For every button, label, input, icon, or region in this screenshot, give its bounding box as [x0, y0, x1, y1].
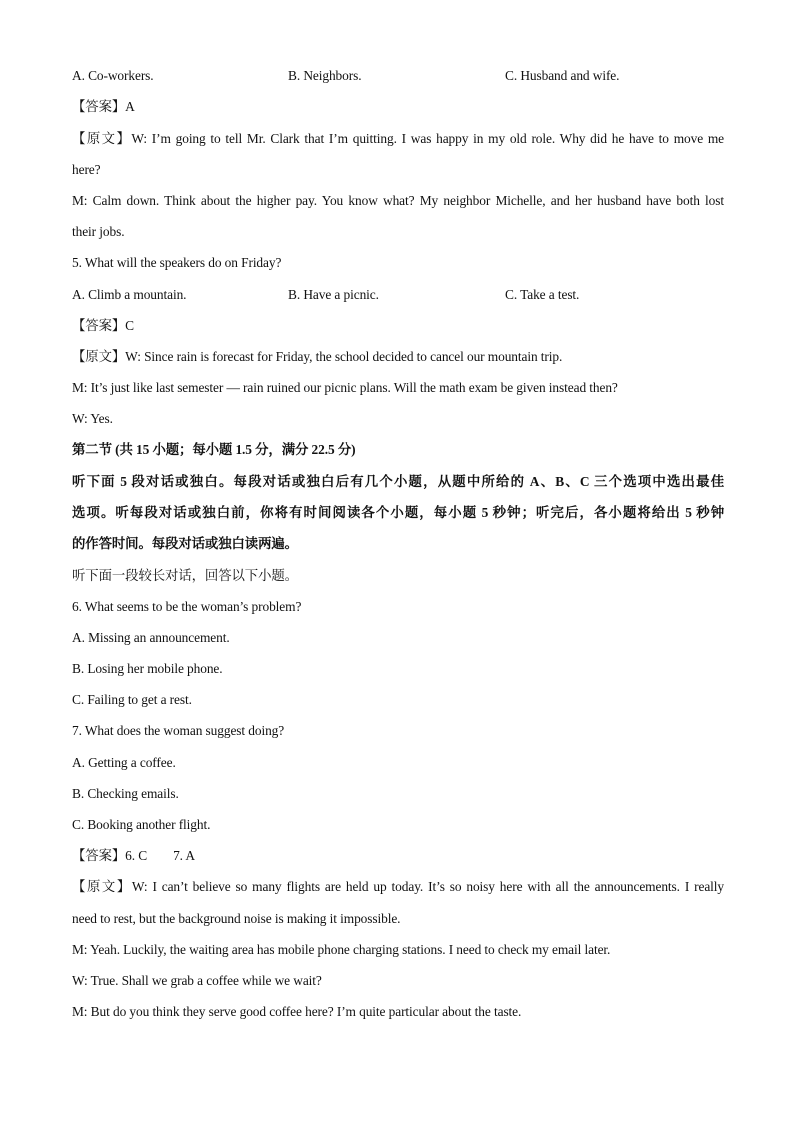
section-instruction-line-1: 听下面 5 段对话或独白。每段对话或独白后有几个小题，从题中所给的 A、B、C 三个选项中选出最佳	[72, 474, 724, 489]
q5-transcript-line-1: 【原文】W: Since rain is forecast for Friday, the school decided to cancel our mountain trip.	[72, 349, 563, 364]
section-instruction-line-2: 选项。听每段对话或独白前，你将有时间阅读各个小题，每小题 5 秒钟；听完后，各小题将给出 5 秒钟	[72, 505, 724, 520]
q6-7-transcript-line-3: M: Yeah. Luckily, the waiting area has mobile phone charging stations. I need to check my email later.	[72, 942, 611, 957]
q6-7-transcript-line-5: M: But do you think they serve good coffee here? I’m quite particular about the taste.	[72, 1004, 522, 1019]
q4-transcript-line-3: M: Calm down. Think about the higher pay. You know what? My neighbor Michelle, and her husband have both lost	[72, 193, 724, 208]
q5-transcript-line-3: W: Yes.	[72, 411, 113, 426]
q6-question: 6. What seems to be the woman’s problem?	[72, 599, 302, 614]
q4-option-a: A. Co-workers.	[72, 68, 154, 83]
q7-option-b: B. Checking emails.	[72, 786, 179, 801]
q5-answer: 【答案】C	[72, 318, 134, 333]
q7-option-c: C. Booking another flight.	[72, 817, 211, 832]
q5-option-c: C. Take a test.	[505, 287, 580, 302]
q5-option-a: A. Climb a mountain.	[72, 287, 187, 302]
q6-7-answer: 【答案】6. C 7. A	[72, 848, 195, 863]
q5-question: 5. What will the speakers do on Friday?	[72, 255, 282, 270]
dialogue-intro: 听下面一段较长对话，回答以下小题。	[72, 568, 298, 583]
q6-option-b: B. Losing her mobile phone.	[72, 661, 223, 676]
q6-option-c: C. Failing to get a rest.	[72, 692, 192, 707]
q5-option-b: B. Have a picnic.	[288, 287, 379, 302]
q4-transcript-line-2: here?	[72, 162, 101, 177]
q4-option-b: B. Neighbors.	[288, 68, 362, 83]
section-heading: 第二节 (共 15 小题；每小题 1.5 分，满分 22.5 分)	[72, 442, 356, 457]
q4-transcript-line-1: 【原文】W: I’m going to tell Mr. Clark that I’m quitting. I was happy in my old role. Why did he have to move me	[72, 131, 724, 146]
q6-option-a: A. Missing an announcement.	[72, 630, 230, 645]
q5-transcript-line-2: M: It’s just like last semester — rain ruined our picnic plans. Will the math exam be given instead then?	[72, 380, 618, 395]
q6-7-transcript-line-1: 【原文】W: I can’t believe so many flights are held up today. It’s so noisy here with all the announcements. I really	[72, 879, 724, 894]
q4-answer: 【答案】A	[72, 99, 135, 114]
q6-7-transcript-line-4: W: True. Shall we grab a coffee while we wait?	[72, 973, 322, 988]
q7-option-a: A. Getting a coffee.	[72, 755, 176, 770]
q7-question: 7. What does the woman suggest doing?	[72, 723, 285, 738]
q4-transcript-line-4: their jobs.	[72, 224, 125, 239]
section-instruction-line-3: 的作答时间。每段对话或独白读两遍。	[72, 536, 298, 551]
q6-7-transcript-line-2: need to rest, but the background noise is making it impossible.	[72, 911, 401, 926]
q4-option-c: C. Husband and wife.	[505, 68, 620, 83]
